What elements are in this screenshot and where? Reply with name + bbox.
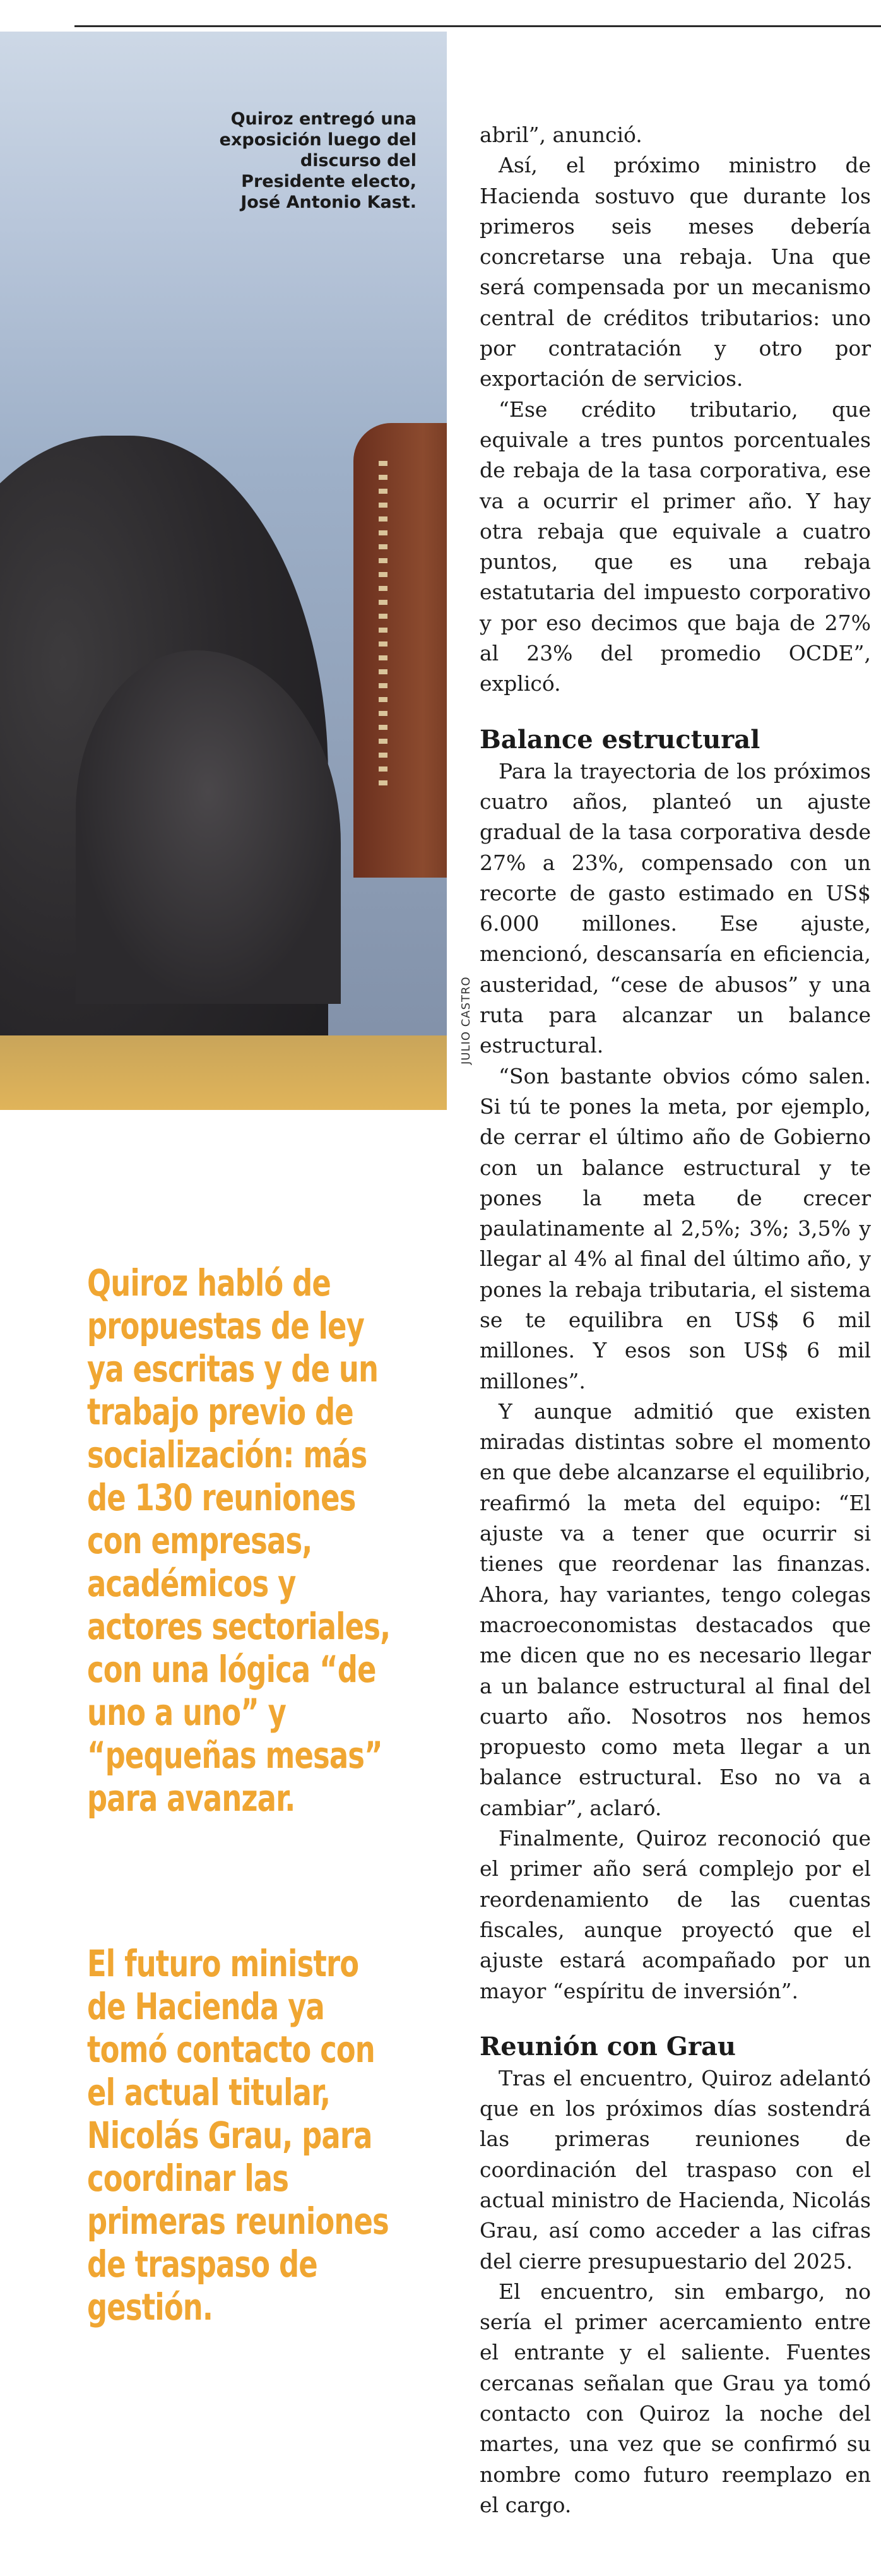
paragraph: “Son bastante obvios cómo salen. Si tú te pones la meta, por ejemplo, de cerrar el último año de Gobierno con un balance estructural y te pones la meta de crecer paulatinamente al 2,5%; 3%; 3,5% y llegar al 4% al final del último año, y pones la rebaja tributaria, el sistema se te equilibra en US$ 6 mil millones. Y esos son US$ 6 mil millones”. [480, 1063, 871, 1393]
article-body [480, 120, 871, 2520]
paragraph: “Ese crédito tributario, que equivale a tres puntos porcentuales de rebaja de la tasa corporativa, ese va a ocurrir el primer año. Y hay otra rebaja que equivale a cuatro puntos, que es una rebaja estatutaria del impuesto corporativo y por eso decimos que baja de 27% al 23% del promedio OCDE”, explicó. [480, 397, 871, 696]
paragraph: abril”, anunció. [480, 122, 642, 147]
pull-quote-1: Quiroz habló de propuestas de ley ya escritas y de un trabajo previo de socialización: más de 130 reuniones con empresas, académicos y actores sectoriales, con una lógica “de uno a uno” y “pequeñas mesas” para avanzar. [87, 1261, 391, 1820]
chair [353, 423, 447, 878]
paragraph: Y aunque admitió que existen miradas distintas sobre el momento en que debe alcanzarse el equilibrio, reafirmó la meta del equipo: “El ajuste va a tener que ocurrir si tienes que reordenar las finanzas. Ahora, hay variantes, tengo colegas macroeconomistas destacados que me dicen que no es necesario llegar a un balance estructural al final del cuarto año. Nosotros nos hemos propuesto como meta llegar a un balance estructural. Eso no va a cambiar”, aclaró. [480, 1398, 871, 1820]
paragraph: Tras el encuentro, Quiroz adelantó que en los próximos días sostendrá las primeras reuniones de coordinación del traspaso con el actual ministro de Hacienda, Nicolás Grau, así como acceder a las cifras del cierre presupuestario del 2025. [480, 2065, 871, 2274]
photo-credit: JULIO CASTRO [459, 976, 473, 1064]
paragraph: Así, el próximo ministro de Hacienda sostuvo que durante los primeros seis meses debería concretarse una rebaja. Una que será compensada por un mecanismo central de créditos tributarios: uno por contratación y otro por exportación de servicios. [480, 153, 871, 391]
top-rule [74, 25, 881, 27]
section-heading: Reunión con Grau [480, 2031, 736, 2061]
pull-quote-2: El futuro ministro de Hacienda ya tomó contacto con el actual titular, Nicolás Grau, para coordinar las primeras reuniones de traspaso de gestión. [87, 1942, 389, 2329]
paragraph: Para la trayectoria de los próximos cuatro años, planteó un ajuste gradual de la tasa corporativa desde 27% a 23%, compensado con un recorte de gasto estimado en US$ 6.000 millones. Ese ajuste, mencionó, descansaría en eficiencia, austeridad, “cese de abusos” y una ruta para alcanzar un balance estructural. [480, 758, 871, 1058]
section-heading: Balance estructural [480, 724, 760, 754]
photo-caption: Quiroz entregó una exposición luego del discurso del Presidente electo, José Antonio Kast. [219, 109, 417, 212]
desk [0, 1035, 447, 1110]
paragraph: El encuentro, sin embargo, no sería el primer acercamiento entre el entrante y el saliente. Fuentes cercanas señalan que Grau ya tomó contacto con Quiroz la noche del martes, una vez que se confirmó su nombre como futuro reemplazo en el cargo. [480, 2279, 871, 2517]
paragraph: Finalmente, Quiroz reconoció que el primer año será complejo por el reordenamiento de las cuentas fiscales, aunque proyectó que el ajuste estará acompañado por un mayor “espíritu de inversión”. [480, 1826, 871, 2003]
